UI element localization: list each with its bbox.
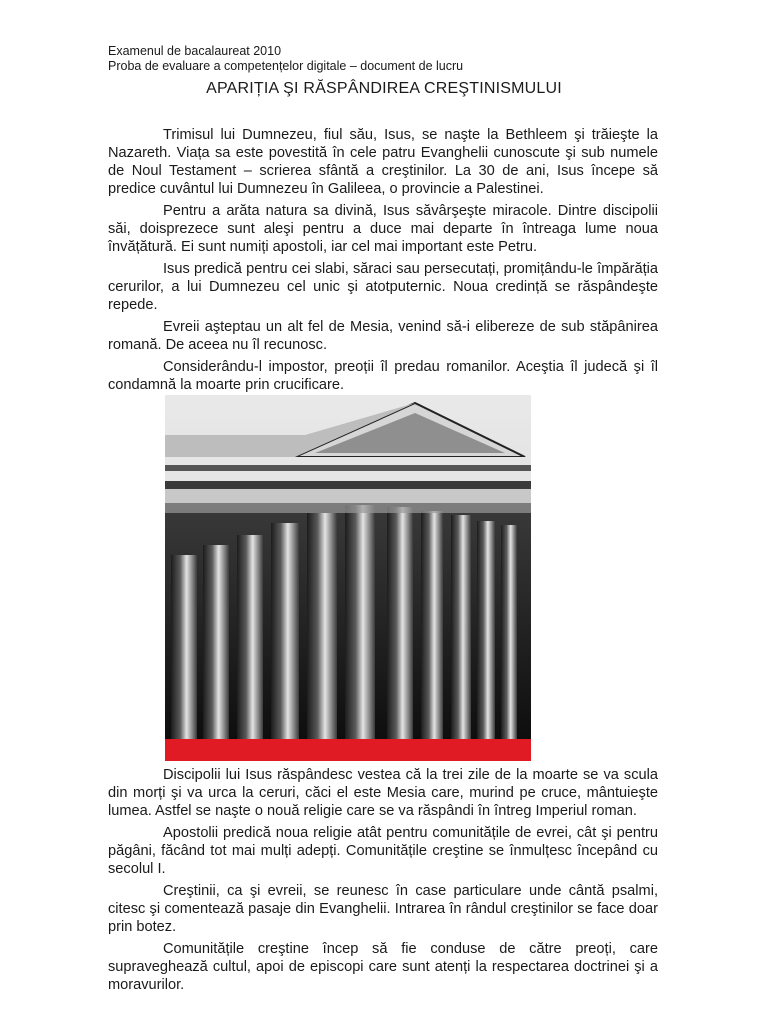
document-title: APARIȚIA ŞI RĂSPÂNDIREA CREŞTINISMULUI <box>206 80 562 97</box>
paragraph: Isus predică pentru cei slabi, săraci sau persecutați, promițându-le împărăția cerurilor, a lui Dumnezeu cel unic şi atotputernic. Noua credință se răspândeşte repede. <box>108 261 658 313</box>
red-bar <box>165 739 531 761</box>
paragraph: Pentru a arăta natura sa divină, Isus săvârşeşte miracole. Dintre discipolii săi, doisprezece sunt aleşi pentru a duce mai departe în întreaga lume noua învățătură. Ei sunt numiți apostoli, iar cel mai important este Petru. <box>108 203 658 255</box>
paragraph: Apostolii predică noua religie atât pentru comunitățile de evrei, cât şi pentru păgâni, făcând tot mai mulți adepți. Comunitățile creştine se înmulțesc începând cu secolul I. <box>108 825 658 877</box>
temple-image <box>165 395 531 761</box>
paragraph: Comunitățile creştine încep să fie conduse de către preoți, care supraveghează cultul, apoi de episcopi care sunt atenți la respectarea doctrinei şi a moravurilor. <box>108 941 658 993</box>
text-block-before-image <box>108 126 658 398</box>
paragraph: Trimisul lui Dumnezeu, fiul său, Isus, se naşte la Bethleem şi trăieşte la Nazareth. Viața sa este povestită în cele patru Evanghelii cunoscute şi sub numele de Noul Testament – scrierea sfântă a creştinilor. La 30 de ani, Isus începe să predice cuvântul lui Dumnezeu în Galileea, o provincie a Palestinei. <box>108 127 658 197</box>
temple-photo <box>165 395 531 761</box>
header-exam-line: Examenul de bacalaureat 2010 <box>108 44 282 58</box>
document-header <box>108 44 463 74</box>
paragraph: Evreii aşteptau un alt fel de Mesia, venind să-i elibereze de sub stăpânirea romană. De aceea nu îl recunosc. <box>108 319 658 353</box>
paragraph: Considerându-l impostor, preoții îl predau romanilor. Aceştia îl judecă şi îl condamnă la moarte prin crucificare. <box>108 359 658 393</box>
paragraph: Creştinii, ca şi evreii, se reunesc în case particulare unde cântă psalmi, citesc şi comentează pasaje din Evanghelii. Intrarea în rândul creştinilor se face doar prin botez. <box>108 883 658 935</box>
paragraph: Discipolii lui Isus răspândesc vestea că la trei zile de la moarte se va scula din morți şi va urca la ceruri, căci el este Mesia care, murind pe cruce, mântuieşte lumea. Astfel se naşte o nouă religie care se va răspândi în întreg Imperiul roman. <box>108 767 658 819</box>
text-block-after-image <box>108 766 658 998</box>
header-subtitle-line: Proba de evaluare a competențelor digitale – document de lucru <box>108 59 464 73</box>
